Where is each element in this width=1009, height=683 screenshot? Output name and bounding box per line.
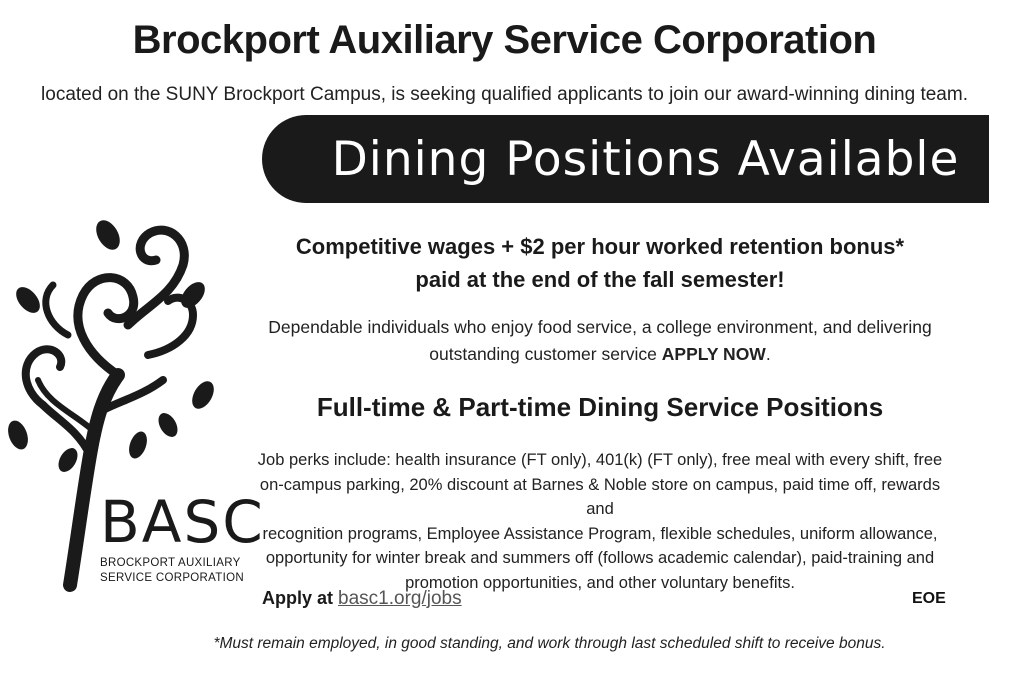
offer-line: Competitive wages + $2 per hour worked retention bonus* <box>295 234 905 259</box>
offer-headline <box>250 230 950 296</box>
positions-banner <box>262 115 989 203</box>
logo-wordmark: BASC <box>100 488 265 556</box>
apply-line <box>262 588 462 610</box>
perks-line: promotion opportunities, and other voluntary benefits. <box>405 573 795 592</box>
perks-line: recognition programs, Employee Assistance Program, flexible schedules, uniform allowance, <box>262 524 938 543</box>
job-description <box>250 314 950 368</box>
perks-line: Job perks include: health insurance (FT only), 401(k) (FT only), free meal with every shift, free <box>257 451 943 469</box>
positions-heading: Full-time & Part-time Dining Service Positions <box>316 392 884 422</box>
logo-subtitle-line: SERVICE CORPORATION <box>100 572 244 584</box>
perks-list <box>255 448 945 595</box>
bonus-footnote: *Must remain employed, in good standing, and work through last scheduled shift to receive bonus. <box>213 635 886 652</box>
apply-label: Apply at <box>262 588 334 608</box>
description-end: . <box>765 344 771 364</box>
org-title: Brockport Auxiliary Service Corporation <box>132 18 877 62</box>
perks-line: on-campus parking, 20% discount at Barnes & Noble store on campus, paid time off, rewards and <box>259 475 941 518</box>
banner-text: Dining Positions Available <box>331 131 960 187</box>
apply-now-emphasis: APPLY NOW <box>661 344 766 364</box>
logo-subtitle <box>100 556 244 586</box>
apply-link[interactable]: basc1.org/jobs <box>338 588 462 609</box>
offer-line: paid at the end of the fall semester! <box>415 267 785 292</box>
logo-subtitle-line: BROCKPORT AUXILIARY <box>100 557 241 569</box>
eoe-label: EOE <box>912 590 946 607</box>
perks-line: opportunity for winter break and summers off (follows academic calendar), paid-training and <box>265 549 935 567</box>
org-subtitle: located on the SUNY Brockport Campus, is seeking qualified applicants to join our award-winning dining team. <box>41 84 968 105</box>
description-text: Dependable individuals who enjoy food service, a college environment, and delivering outstanding customer service <box>268 317 932 364</box>
